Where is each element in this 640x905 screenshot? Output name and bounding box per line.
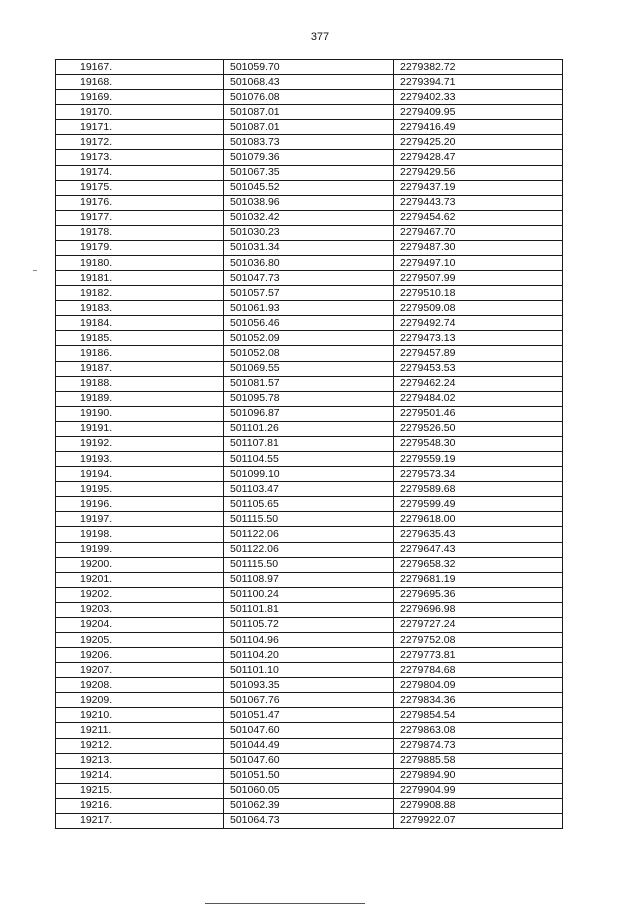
- northing-cell: 2279874.73: [394, 738, 563, 753]
- easting-cell: 501056.46: [224, 316, 394, 331]
- easting-cell: 501031.34: [224, 240, 394, 255]
- table-row: [56, 512, 563, 527]
- point-number-cell: 19185.: [56, 331, 224, 346]
- point-number-cell: 19171.: [56, 120, 224, 135]
- easting-cell: 501081.57: [224, 376, 394, 391]
- northing-cell: 2279885.58: [394, 753, 563, 768]
- point-number-cell: 19216.: [56, 798, 224, 813]
- easting-cell: 501030.23: [224, 225, 394, 240]
- easting-cell: 501105.72: [224, 617, 394, 632]
- table-row: [56, 482, 563, 497]
- northing-cell: 2279658.32: [394, 557, 563, 572]
- point-number-cell: 19211.: [56, 723, 224, 738]
- northing-cell: 2279696.98: [394, 602, 563, 617]
- table-row: [56, 361, 563, 376]
- easting-cell: 501115.50: [224, 557, 394, 572]
- table-row: [56, 105, 563, 120]
- table-row: [56, 542, 563, 557]
- easting-cell: 501079.36: [224, 150, 394, 165]
- table-row: [56, 768, 563, 783]
- easting-cell: 501107.81: [224, 436, 394, 451]
- easting-cell: 501083.73: [224, 135, 394, 150]
- point-number-cell: 19212.: [56, 738, 224, 753]
- northing-cell: 2279437.19: [394, 180, 563, 195]
- northing-cell: 2279394.71: [394, 75, 563, 90]
- table-row: [56, 180, 563, 195]
- easting-cell: 501060.05: [224, 783, 394, 798]
- point-number-cell: 19188.: [56, 376, 224, 391]
- easting-cell: 501064.73: [224, 813, 394, 828]
- northing-cell: 2279834.36: [394, 693, 563, 708]
- point-number-cell: 19198.: [56, 527, 224, 542]
- easting-cell: 501101.26: [224, 421, 394, 436]
- easting-cell: 501067.76: [224, 693, 394, 708]
- northing-cell: 2279484.02: [394, 391, 563, 406]
- table-row: [56, 346, 563, 361]
- northing-cell: 2279429.56: [394, 165, 563, 180]
- northing-cell: 2279695.36: [394, 587, 563, 602]
- northing-cell: 2279559.19: [394, 452, 563, 467]
- point-number-cell: 19214.: [56, 768, 224, 783]
- northing-cell: 2279382.72: [394, 60, 563, 75]
- northing-cell: 2279492.74: [394, 316, 563, 331]
- point-number-cell: 19184.: [56, 316, 224, 331]
- northing-cell: 2279487.30: [394, 240, 563, 255]
- easting-cell: 501101.10: [224, 663, 394, 678]
- northing-cell: 2279804.09: [394, 678, 563, 693]
- northing-cell: 2279501.46: [394, 406, 563, 421]
- point-number-cell: 19190.: [56, 406, 224, 421]
- point-number-cell: 19173.: [56, 150, 224, 165]
- point-number-cell: 19208.: [56, 678, 224, 693]
- point-number-cell: 19206.: [56, 648, 224, 663]
- point-number-cell: 19174.: [56, 165, 224, 180]
- table-row: [56, 813, 563, 828]
- easting-cell: 501104.55: [224, 452, 394, 467]
- northing-cell: 2279510.18: [394, 286, 563, 301]
- coordinates-table: [55, 59, 563, 829]
- northing-cell: 2279416.49: [394, 120, 563, 135]
- northing-cell: 2279509.08: [394, 301, 563, 316]
- table-row: [56, 467, 563, 482]
- point-number-cell: 19205.: [56, 632, 224, 647]
- point-number-cell: 19187.: [56, 361, 224, 376]
- table-row: [56, 708, 563, 723]
- northing-cell: 2279402.33: [394, 90, 563, 105]
- point-number-cell: 19215.: [56, 783, 224, 798]
- table-row: [56, 75, 563, 90]
- table-row: [56, 271, 563, 286]
- table-row: [56, 60, 563, 75]
- easting-cell: 501067.35: [224, 165, 394, 180]
- point-number-cell: 19177.: [56, 210, 224, 225]
- point-number-cell: 19210.: [56, 708, 224, 723]
- easting-cell: 501122.06: [224, 542, 394, 557]
- point-number-cell: 19194.: [56, 467, 224, 482]
- northing-cell: 2279497.10: [394, 256, 563, 271]
- point-number-cell: 19209.: [56, 693, 224, 708]
- point-number-cell: 19167.: [56, 60, 224, 75]
- point-number-cell: 19170.: [56, 105, 224, 120]
- table-row: [56, 240, 563, 255]
- point-number-cell: 19172.: [56, 135, 224, 150]
- easting-cell: 501045.52: [224, 180, 394, 195]
- point-number-cell: 19202.: [56, 587, 224, 602]
- page-number: 377: [310, 31, 330, 43]
- northing-cell: 2279409.95: [394, 105, 563, 120]
- point-number-cell: 19200.: [56, 557, 224, 572]
- table-row: [56, 421, 563, 436]
- easting-cell: 501057.57: [224, 286, 394, 301]
- northing-cell: 2279863.08: [394, 723, 563, 738]
- table-row: [56, 150, 563, 165]
- point-number-cell: 19189.: [56, 391, 224, 406]
- table-row: [56, 497, 563, 512]
- northing-cell: 2279635.43: [394, 527, 563, 542]
- easting-cell: 501087.01: [224, 105, 394, 120]
- northing-cell: 2279904.99: [394, 783, 563, 798]
- easting-cell: 501115.50: [224, 512, 394, 527]
- northing-cell: 2279507.99: [394, 271, 563, 286]
- northing-cell: 2279462.24: [394, 376, 563, 391]
- table-row: [56, 678, 563, 693]
- northing-cell: 2279727.24: [394, 617, 563, 632]
- point-number-cell: 19175.: [56, 180, 224, 195]
- table-row: [56, 648, 563, 663]
- table-row: [56, 301, 563, 316]
- table-row: [56, 195, 563, 210]
- point-number-cell: 19192.: [56, 436, 224, 451]
- easting-cell: 501036.80: [224, 256, 394, 271]
- point-number-cell: 19199.: [56, 542, 224, 557]
- easting-cell: 501099.10: [224, 467, 394, 482]
- point-number-cell: 19217.: [56, 813, 224, 828]
- easting-cell: 501044.49: [224, 738, 394, 753]
- northing-cell: 2279618.00: [394, 512, 563, 527]
- northing-cell: 2279681.19: [394, 572, 563, 587]
- easting-cell: 501093.35: [224, 678, 394, 693]
- easting-cell: 501047.60: [224, 753, 394, 768]
- easting-cell: 501051.47: [224, 708, 394, 723]
- footer-rule: [205, 903, 365, 904]
- table-row: [56, 331, 563, 346]
- easting-cell: 501103.47: [224, 482, 394, 497]
- northing-cell: 2279467.70: [394, 225, 563, 240]
- easting-cell: 501076.08: [224, 90, 394, 105]
- point-number-cell: 19201.: [56, 572, 224, 587]
- northing-cell: 2279599.49: [394, 497, 563, 512]
- table-row: [56, 406, 563, 421]
- northing-cell: 2279454.62: [394, 210, 563, 225]
- point-number-cell: 19191.: [56, 421, 224, 436]
- northing-cell: 2279453.53: [394, 361, 563, 376]
- table-row: [56, 225, 563, 240]
- easting-cell: 501062.39: [224, 798, 394, 813]
- northing-cell: 2279908.88: [394, 798, 563, 813]
- northing-cell: 2279428.47: [394, 150, 563, 165]
- easting-cell: 501105.65: [224, 497, 394, 512]
- point-number-cell: 19169.: [56, 90, 224, 105]
- table-row: [56, 391, 563, 406]
- point-number-cell: 19207.: [56, 663, 224, 678]
- northing-cell: 2279894.90: [394, 768, 563, 783]
- easting-cell: 501108.97: [224, 572, 394, 587]
- easting-cell: 501047.73: [224, 271, 394, 286]
- easting-cell: 501051.50: [224, 768, 394, 783]
- point-number-cell: 19182.: [56, 286, 224, 301]
- point-number-cell: 19179.: [56, 240, 224, 255]
- table-row: [56, 572, 563, 587]
- easting-cell: 501095.78: [224, 391, 394, 406]
- table-row: [56, 798, 563, 813]
- table-row: [56, 436, 563, 451]
- easting-cell: 501052.09: [224, 331, 394, 346]
- margin-mark: [33, 270, 37, 271]
- northing-cell: 2279922.07: [394, 813, 563, 828]
- northing-cell: 2279526.50: [394, 421, 563, 436]
- easting-cell: 501068.43: [224, 75, 394, 90]
- point-number-cell: 19197.: [56, 512, 224, 527]
- northing-cell: 2279548.30: [394, 436, 563, 451]
- coordinates-table-body: [56, 60, 563, 829]
- table-row: [56, 165, 563, 180]
- table-row: [56, 587, 563, 602]
- northing-cell: 2279589.68: [394, 482, 563, 497]
- northing-cell: 2279647.43: [394, 542, 563, 557]
- point-number-cell: 19180.: [56, 256, 224, 271]
- point-number-cell: 19193.: [56, 452, 224, 467]
- table-row: [56, 210, 563, 225]
- table-row: [56, 316, 563, 331]
- table-row: [56, 286, 563, 301]
- table-row: [56, 527, 563, 542]
- table-row: [56, 256, 563, 271]
- point-number-cell: 19176.: [56, 195, 224, 210]
- table-row: [56, 120, 563, 135]
- northing-cell: 2279443.73: [394, 195, 563, 210]
- table-row: [56, 738, 563, 753]
- northing-cell: 2279752.08: [394, 632, 563, 647]
- point-number-cell: 19178.: [56, 225, 224, 240]
- point-number-cell: 19183.: [56, 301, 224, 316]
- table-row: [56, 135, 563, 150]
- point-number-cell: 19168.: [56, 75, 224, 90]
- easting-cell: 501061.93: [224, 301, 394, 316]
- table-row: [56, 452, 563, 467]
- easting-cell: 501096.87: [224, 406, 394, 421]
- easting-cell: 501100.24: [224, 587, 394, 602]
- point-number-cell: 19213.: [56, 753, 224, 768]
- table-row: [56, 783, 563, 798]
- table-row: [56, 693, 563, 708]
- easting-cell: 501104.96: [224, 632, 394, 647]
- easting-cell: 501038.96: [224, 195, 394, 210]
- point-number-cell: 19181.: [56, 271, 224, 286]
- northing-cell: 2279457.89: [394, 346, 563, 361]
- northing-cell: 2279784.68: [394, 663, 563, 678]
- point-number-cell: 19195.: [56, 482, 224, 497]
- easting-cell: 501032.42: [224, 210, 394, 225]
- northing-cell: 2279854.54: [394, 708, 563, 723]
- point-number-cell: 19196.: [56, 497, 224, 512]
- easting-cell: 501101.81: [224, 602, 394, 617]
- easting-cell: 501047.60: [224, 723, 394, 738]
- table-row: [56, 632, 563, 647]
- northing-cell: 2279573.34: [394, 467, 563, 482]
- easting-cell: 501059.70: [224, 60, 394, 75]
- table-row: [56, 602, 563, 617]
- point-number-cell: 19186.: [56, 346, 224, 361]
- point-number-cell: 19203.: [56, 602, 224, 617]
- northing-cell: 2279773.81: [394, 648, 563, 663]
- table-row: [56, 617, 563, 632]
- northing-cell: 2279425.20: [394, 135, 563, 150]
- table-row: [56, 90, 563, 105]
- easting-cell: 501087.01: [224, 120, 394, 135]
- easting-cell: 501052.08: [224, 346, 394, 361]
- easting-cell: 501069.55: [224, 361, 394, 376]
- easting-cell: 501122.06: [224, 527, 394, 542]
- point-number-cell: 19204.: [56, 617, 224, 632]
- table-row: [56, 663, 563, 678]
- table-row: [56, 557, 563, 572]
- table-row: [56, 376, 563, 391]
- table-row: [56, 723, 563, 738]
- easting-cell: 501104.20: [224, 648, 394, 663]
- northing-cell: 2279473.13: [394, 331, 563, 346]
- table-row: [56, 753, 563, 768]
